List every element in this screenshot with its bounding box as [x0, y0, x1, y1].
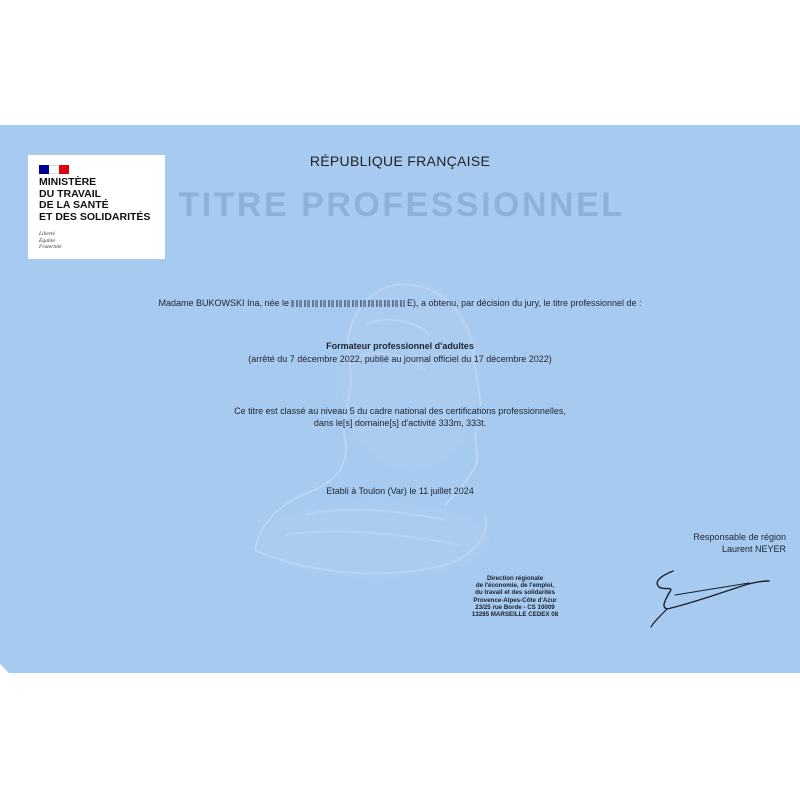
issue-place-date: Etabli à Toulon (Var) le 11 juillet 2024 [326, 486, 474, 496]
ministry-line: DE LA SANTÉ [39, 199, 109, 211]
ministry-line: ET DES SOLIDARITÉS [39, 210, 151, 223]
holder-statement-end: E), a obtenu, par décision du jury, le titre professionnel de : [407, 298, 642, 308]
republic-motto [39, 231, 62, 251]
stamp-line: du travail et des solidarités [475, 589, 555, 597]
signatory-role: Responsable de région [693, 532, 786, 542]
activity-domain-line: dans le[s] domaine[s] d'activité 333m, 333t. [313, 418, 487, 428]
republic-heading: RÉPUBLIQUE FRANÇAISE [309, 153, 491, 169]
redacted-birth-details [291, 300, 405, 307]
holder-statement [0, 298, 800, 308]
decree-reference: (arrêté du 7 décembre 2022, publié au journal officiel du 17 décembre 2022) [248, 354, 552, 364]
motto-line: Fraternité [39, 244, 62, 250]
motto-line: Égalité [39, 237, 55, 244]
signatory-block [693, 531, 786, 555]
signatory-name: Laurent NEYER [721, 544, 786, 554]
classification-line: Ce titre est classé au niveau 5 du cadre national des certifications professionnelles, [234, 406, 566, 416]
stamp-line: de l'économie, de l'emploi, [475, 582, 555, 590]
ministry-line: MINISTÈRE [39, 176, 97, 188]
qualification-name: Formateur professionnel d'adultes [326, 341, 474, 351]
stamp-line: Provence-Alpes-Côte d'Azur [473, 596, 557, 604]
document-title: TITRE PROFESSIONNEL [178, 186, 625, 224]
stamp-line: 23/25 rue Borde - CS 10009 [475, 603, 555, 611]
motto-line: Liberté [39, 231, 55, 237]
certificate-sheet [0, 125, 800, 673]
holder-statement-start: Madame BUKOWSKI Ina, née le [158, 298, 290, 308]
stamp-line: 13285 MARSEILLE CEDEX 08 [471, 611, 559, 619]
paper-corner-icon [0, 664, 14, 678]
handwritten-signature-icon [645, 565, 785, 635]
stamp-line: Direction régionale [486, 575, 544, 582]
ministry-line: DU TRAVAIL [39, 187, 102, 200]
official-stamp [440, 575, 590, 618]
